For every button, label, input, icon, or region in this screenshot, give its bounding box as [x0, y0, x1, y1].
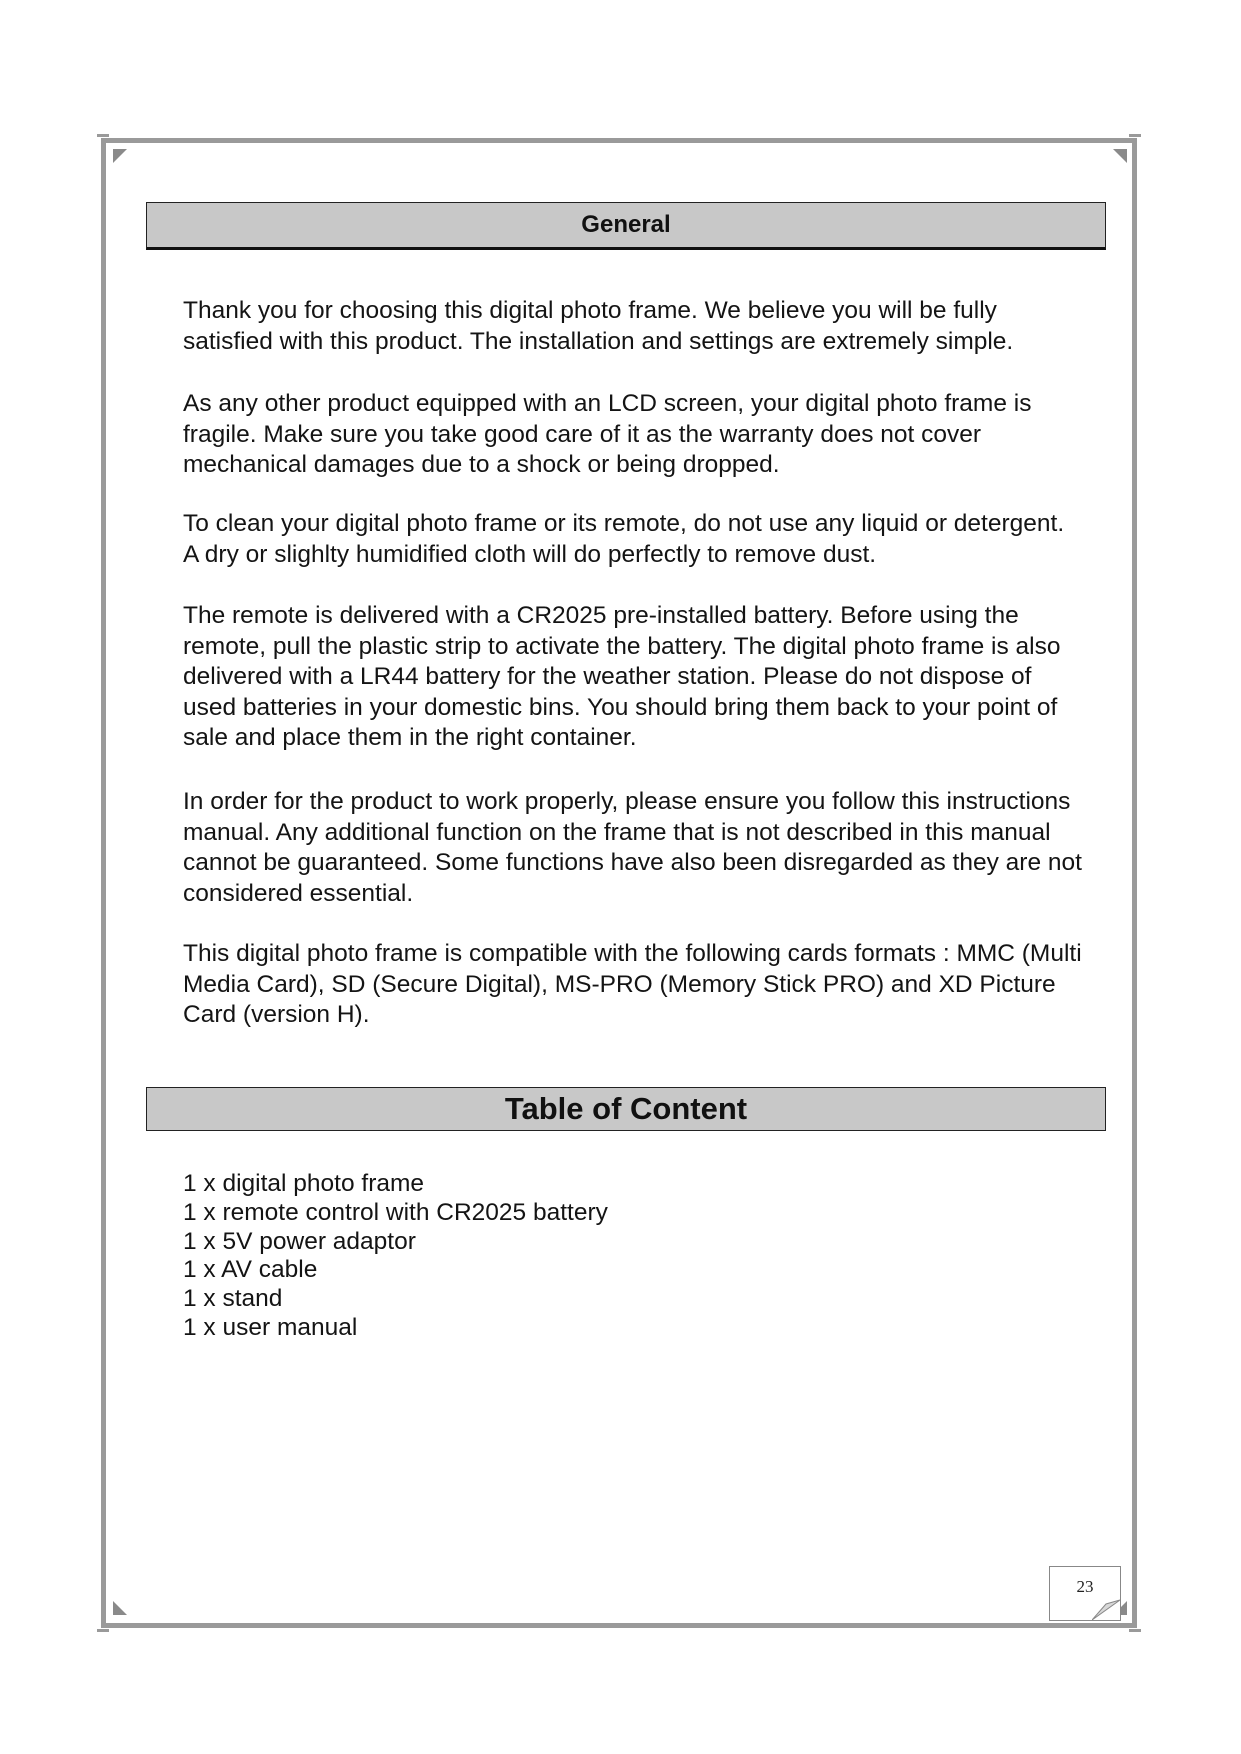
- list-item: 1 x stand: [183, 1285, 283, 1313]
- general-paragraph: To clean your digital photo frame or its remote, do not use any liquid or detergent. A dry or slighlty humidified cloth will do perfectly to remove dust.: [183, 510, 1065, 568]
- corner-tick: [1129, 1629, 1141, 1632]
- general-paragraph: The remote is delivered with a CR2025 pre-installed battery. Before using the remote, pull the plastic strip to activate the battery. The digital photo frame is also delivered with a LR44 battery for the weather station. Please do not dispose of used batteries in your domestic bins. You should bring them back to your point of sale and place them in the right container.: [183, 602, 1061, 751]
- section-header-table-of-content: [146, 1087, 1106, 1131]
- list-item: 1 x digital photo frame: [183, 1170, 425, 1197]
- general-paragraph: Thank you for choosing this digital photo frame. We believe you will be fully satisfied with this product. The installation and settings are extremely simple.: [183, 297, 1014, 355]
- page-curl-icon: [1092, 1598, 1120, 1620]
- corner-ornament-top-left: [113, 149, 127, 163]
- general-paragraph: In order for the product to work properly, please ensure you follow this instructions manual. Any additional function on the frame that is not described in this manual cannot be guaranteed. Some functions have also been disregarded as they are not considered essential.: [183, 788, 1082, 907]
- corner-tick: [97, 1629, 109, 1632]
- list-item: 1 x AV cable: [183, 1256, 318, 1284]
- general-paragraph: This digital photo frame is compatible with the following cards formats : MMC (Multi Media Card), SD (Secure Digital), MS-PRO (Memory Stick PRO) and XD Picture Card (version H).: [183, 940, 1082, 1028]
- corner-tick: [97, 134, 109, 137]
- section-title-table-of-content: Table of Content: [504, 1091, 748, 1126]
- list-item: 1 x remote control with CR2025 battery: [183, 1198, 608, 1226]
- corner-ornament-top-right: [1113, 149, 1127, 163]
- section-header-general: [146, 202, 1106, 250]
- list-item: 1 x 5V power adaptor: [183, 1227, 416, 1255]
- list-item: 1 x user manual: [183, 1313, 358, 1341]
- corner-ornament-bottom-left: [113, 1601, 127, 1615]
- general-paragraph: As any other product equipped with an LCD screen, your digital photo frame is fragile. Make sure you take good care of it as the warranty does not cover mechanical damages due to a shock or being dropped.: [183, 390, 1032, 478]
- package-contents-list: [183, 1170, 608, 1343]
- page-number: 23: [1076, 1577, 1094, 1596]
- section-title-general: General: [581, 211, 671, 238]
- corner-tick: [1129, 134, 1141, 137]
